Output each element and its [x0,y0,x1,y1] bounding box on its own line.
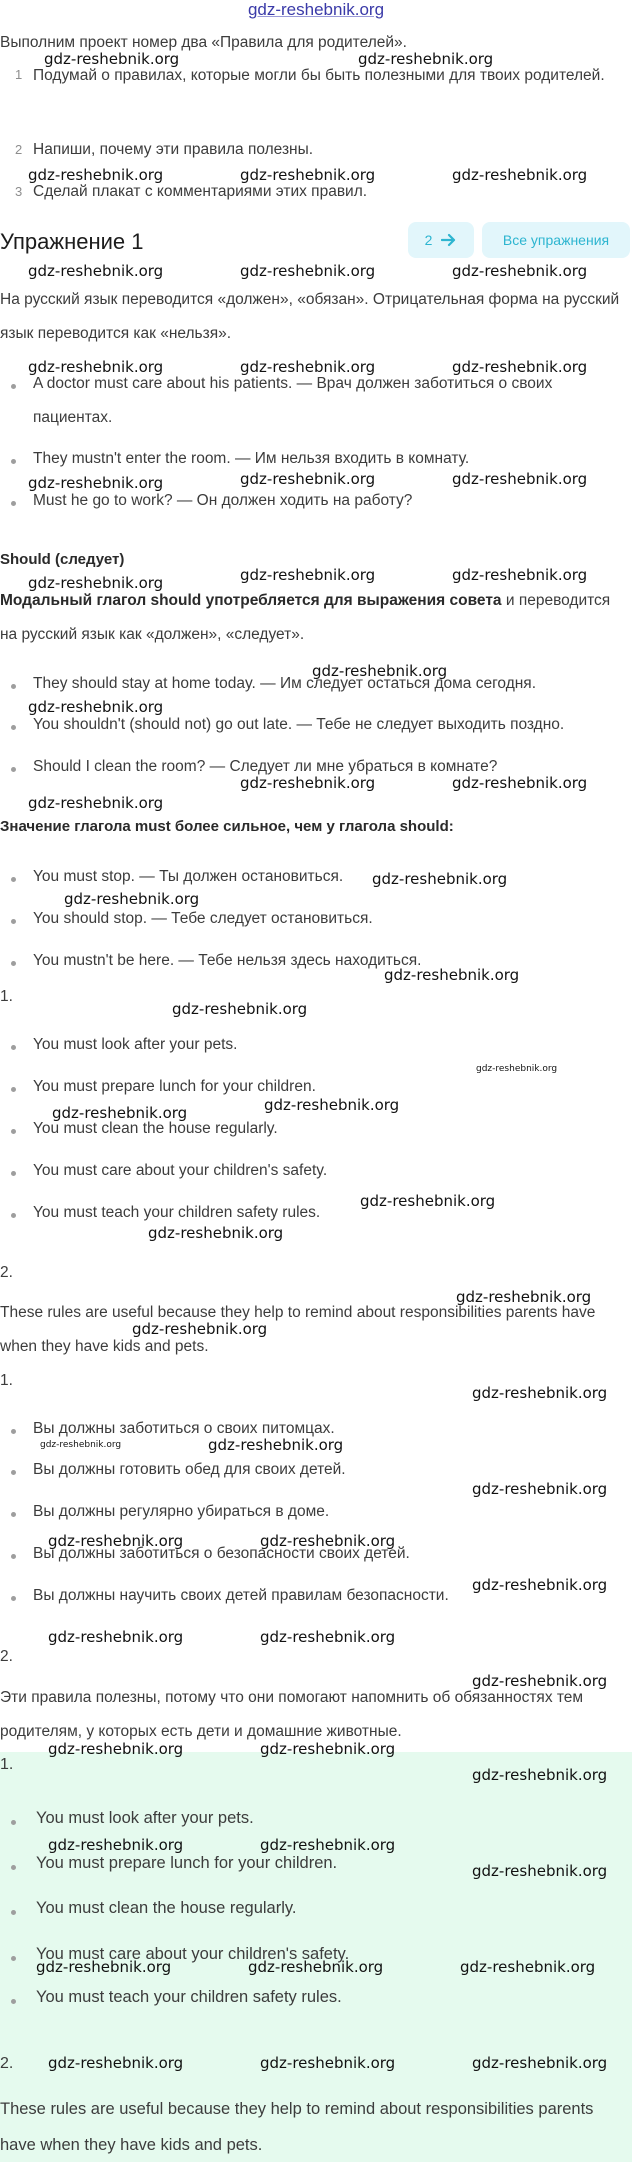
watermark: gdz-reshebnik.org [28,698,164,716]
watermark: gdz-reshebnik.org [208,1436,344,1454]
should-example: They should stay at home today. — Им следует остаться дома сегодня. [33,675,537,692]
next-exercise-button[interactable] [408,222,474,258]
answer-number: 1. [0,1756,14,1773]
bullet [11,501,16,506]
watermark: gdz-reshebnik.org [240,166,376,184]
watermark: gdz-reshebnik.org [472,1576,608,1594]
watermark: gdz-reshebnik.org [472,1862,608,1880]
rule-ru: Вы должны заботиться о своих питомцах. [33,1420,335,1437]
watermark: gdz-reshebnik.org [452,166,588,184]
rule-en: You must prepare lunch for your children. [33,1078,316,1095]
bullet [11,459,16,464]
watermark: gdz-reshebnik.org [472,1672,608,1690]
watermark: gdz-reshebnik.org [48,2054,184,2072]
project-item: Подумай о правилах, которые могли бы быть полезными для твоих родителей. [33,67,605,84]
rule-box: You must prepare lunch for your children. [36,1854,338,1872]
rule-box: You must look after your pets. [36,1809,254,1827]
must-example: A doctor must care about his patients. — Врач должен заботиться о своих пациентах. [33,375,553,426]
watermark: gdz-reshebnik.org [472,1766,608,1784]
bullet [11,919,16,924]
watermark: gdz-reshebnik.org [148,1224,284,1242]
bullet [11,1554,16,1559]
should-heading: Should (следует) [0,551,125,568]
watermark: gdz-reshebnik.org [48,1740,184,1758]
bullet [11,1820,16,1825]
project-item: Напиши, почему эти правила полезны. [33,141,314,158]
bullet [11,684,16,689]
bullet [11,384,16,389]
watermark: gdz-reshebnik.org [132,1320,268,1338]
arrow-right-icon [441,233,457,247]
must-example: Must he go to work? — Он должен ходить на работу? [33,492,413,509]
watermark: gdz-reshebnik.org [240,566,376,584]
answer-number: 2. [0,2055,14,2072]
project-intro: Выполним проект номер два «Правила для родителей». [0,34,407,51]
next-exercise-label: 2 [424,232,433,248]
watermark: gdz-reshebnik.org [28,358,164,376]
answer-number: 1. [0,988,13,1005]
watermark: gdz-reshebnik.org [36,1958,172,1976]
must-example: They mustn't enter the room. — Им нельзя входить в комнату. [33,450,470,467]
watermark: gdz-reshebnik.org [48,1532,184,1550]
watermark: gdz-reshebnik.org [260,1532,396,1550]
bullet [11,1910,16,1915]
watermark: gdz-reshebnik.org [28,474,164,492]
should-example: You shouldn't (should not) go out late. — Тебе не следует выходить поздно. [33,716,565,733]
watermark: gdz-reshebnik.org [476,1064,558,1074]
watermark: gdz-reshebnik.org [456,1288,592,1306]
should-paragraph [0,584,626,652]
answer-number: 2. [0,1264,13,1281]
watermark: gdz-reshebnik.org [240,358,376,376]
bullet [11,961,16,966]
watermark: gdz-reshebnik.org [28,262,164,280]
watermark: gdz-reshebnik.org [172,1000,308,1018]
bullet [11,1470,16,1475]
rule-ru: Вы должны готовить обед для своих детей. [33,1461,346,1478]
rule-en: You must teach your children safety rules. [33,1204,321,1221]
watermark: gdz-reshebnik.org [472,2054,608,2072]
watermark: gdz-reshebnik.org [28,574,164,592]
rule-en: You must care about your children's safety. [33,1162,328,1179]
list-number: 2 [15,142,23,157]
should-example: Should I clean the room? — Следует ли мне убраться в комнате? [33,758,498,775]
watermark: gdz-reshebnik.org [372,870,508,888]
list-number: 3 [15,184,23,199]
watermark: gdz-reshebnik.org [44,50,180,68]
bullet [11,1171,16,1176]
why-ru: Эти правила полезны, потому что они помогают напомнить об обязанностях тем родителям, у которых есть дети и домашние животные. [0,1689,584,1740]
bullet [11,1999,16,2004]
watermark: gdz-reshebnik.org [64,890,200,908]
compare-example: You must stop. — Ты должен остановиться. [33,868,344,885]
watermark: gdz-reshebnik.org [240,774,376,792]
watermark: gdz-reshebnik.org [472,1384,608,1402]
watermark: gdz-reshebnik.org [260,1836,396,1854]
watermark: gdz-reshebnik.org [260,1628,396,1646]
watermark: gdz-reshebnik.org [312,662,448,680]
rule-box: You must care about your children's safety. [36,1945,350,1963]
exercise-title: Упражнение 1 [0,229,144,254]
list-number: 1 [15,67,23,82]
rule-ru: Вы должны регулярно убираться в доме. [33,1503,330,1520]
bullet [11,877,16,882]
why-en: These rules are useful because they help to remind about responsibilities parents have when they have kids and pets. [0,1304,596,1355]
bullet [11,767,16,772]
watermark: gdz-reshebnik.org [240,470,376,488]
watermark: gdz-reshebnik.org [260,1740,396,1758]
watermark: gdz-reshebnik.org [264,1096,400,1114]
answer-number: 1. [0,1372,13,1389]
watermark: gdz-reshebnik.org [240,262,376,280]
why-box: These rules are useful because they help to remind about responsibilities parents have when they have kids and pets. [0,2100,594,2154]
watermark: gdz-reshebnik.org [40,1440,122,1450]
project-item: Сделай плакат с комментариями этих правил. [33,183,368,200]
must-paragraph: На русский язык переводится «должен», «обязан». Отрицательная форма на русский язык переводится как «нельзя». [0,291,620,342]
rule-ru: Вы должны заботиться о безопасности своих детей. [33,1545,410,1562]
bullet [11,1429,16,1434]
watermark: gdz-reshebnik.org [472,1480,608,1498]
watermark: gdz-reshebnik.org [360,1192,496,1210]
bullet [11,1956,16,1961]
bullet [11,1087,16,1092]
should-paragraph-bold: Модальный глагол should употребляется для выражения совета [0,592,502,609]
watermark: gdz-reshebnik.org [452,566,588,584]
rule-en: You must look after your pets. [33,1036,238,1053]
watermark: gdz-reshebnik.org [452,358,588,376]
watermark: gdz-reshebnik.org [28,794,164,812]
bullet [11,1213,16,1218]
watermark: gdz-reshebnik.org [358,50,494,68]
watermark: gdz-reshebnik.org [452,262,588,280]
rule-ru: Вы должны научить своих детей правилам безопасности. [33,1587,449,1604]
should-paragraph-rest: и переводится на русский язык как «должен», «следует». [0,592,611,643]
rule-box: You must teach your children safety rules. [36,1988,342,2006]
watermark: gdz-reshebnik.org [460,1958,596,1976]
watermark: gdz-reshebnik.org [384,966,520,984]
watermark: gdz-reshebnik.org [52,1104,188,1122]
bullet [11,1865,16,1870]
bullet [11,725,16,730]
watermark: gdz-reshebnik.org [452,774,588,792]
bullet [11,1512,16,1517]
watermark: gdz-reshebnik.org [452,470,588,488]
watermark: gdz-reshebnik.org [248,1958,384,1976]
watermark: gdz-reshebnik.org [260,2054,396,2072]
site-title[interactable]: gdz-reshebnik.org [247,0,385,19]
compare-example: You should stop. — Тебе следует остановиться. [33,910,373,927]
compare-example: You mustn't be here. — Тебе нельзя здесь находиться. [33,952,422,969]
compare-heading: Значение глагола must более сильное, чем у глагола should: [0,818,454,835]
watermark: gdz-reshebnik.org [48,1836,184,1854]
watermark: gdz-reshebnik.org [48,1628,184,1646]
bullet [11,1045,16,1050]
bullet [11,1129,16,1134]
rule-box: You must clean the house regularly. [36,1899,297,1917]
watermark: gdz-reshebnik.org [28,166,164,184]
answer-number: 2. [0,1648,13,1665]
rule-en: You must clean the house regularly. [33,1120,278,1137]
bullet [11,1596,16,1601]
all-exercises-button[interactable]: Все упражнения [482,222,630,258]
